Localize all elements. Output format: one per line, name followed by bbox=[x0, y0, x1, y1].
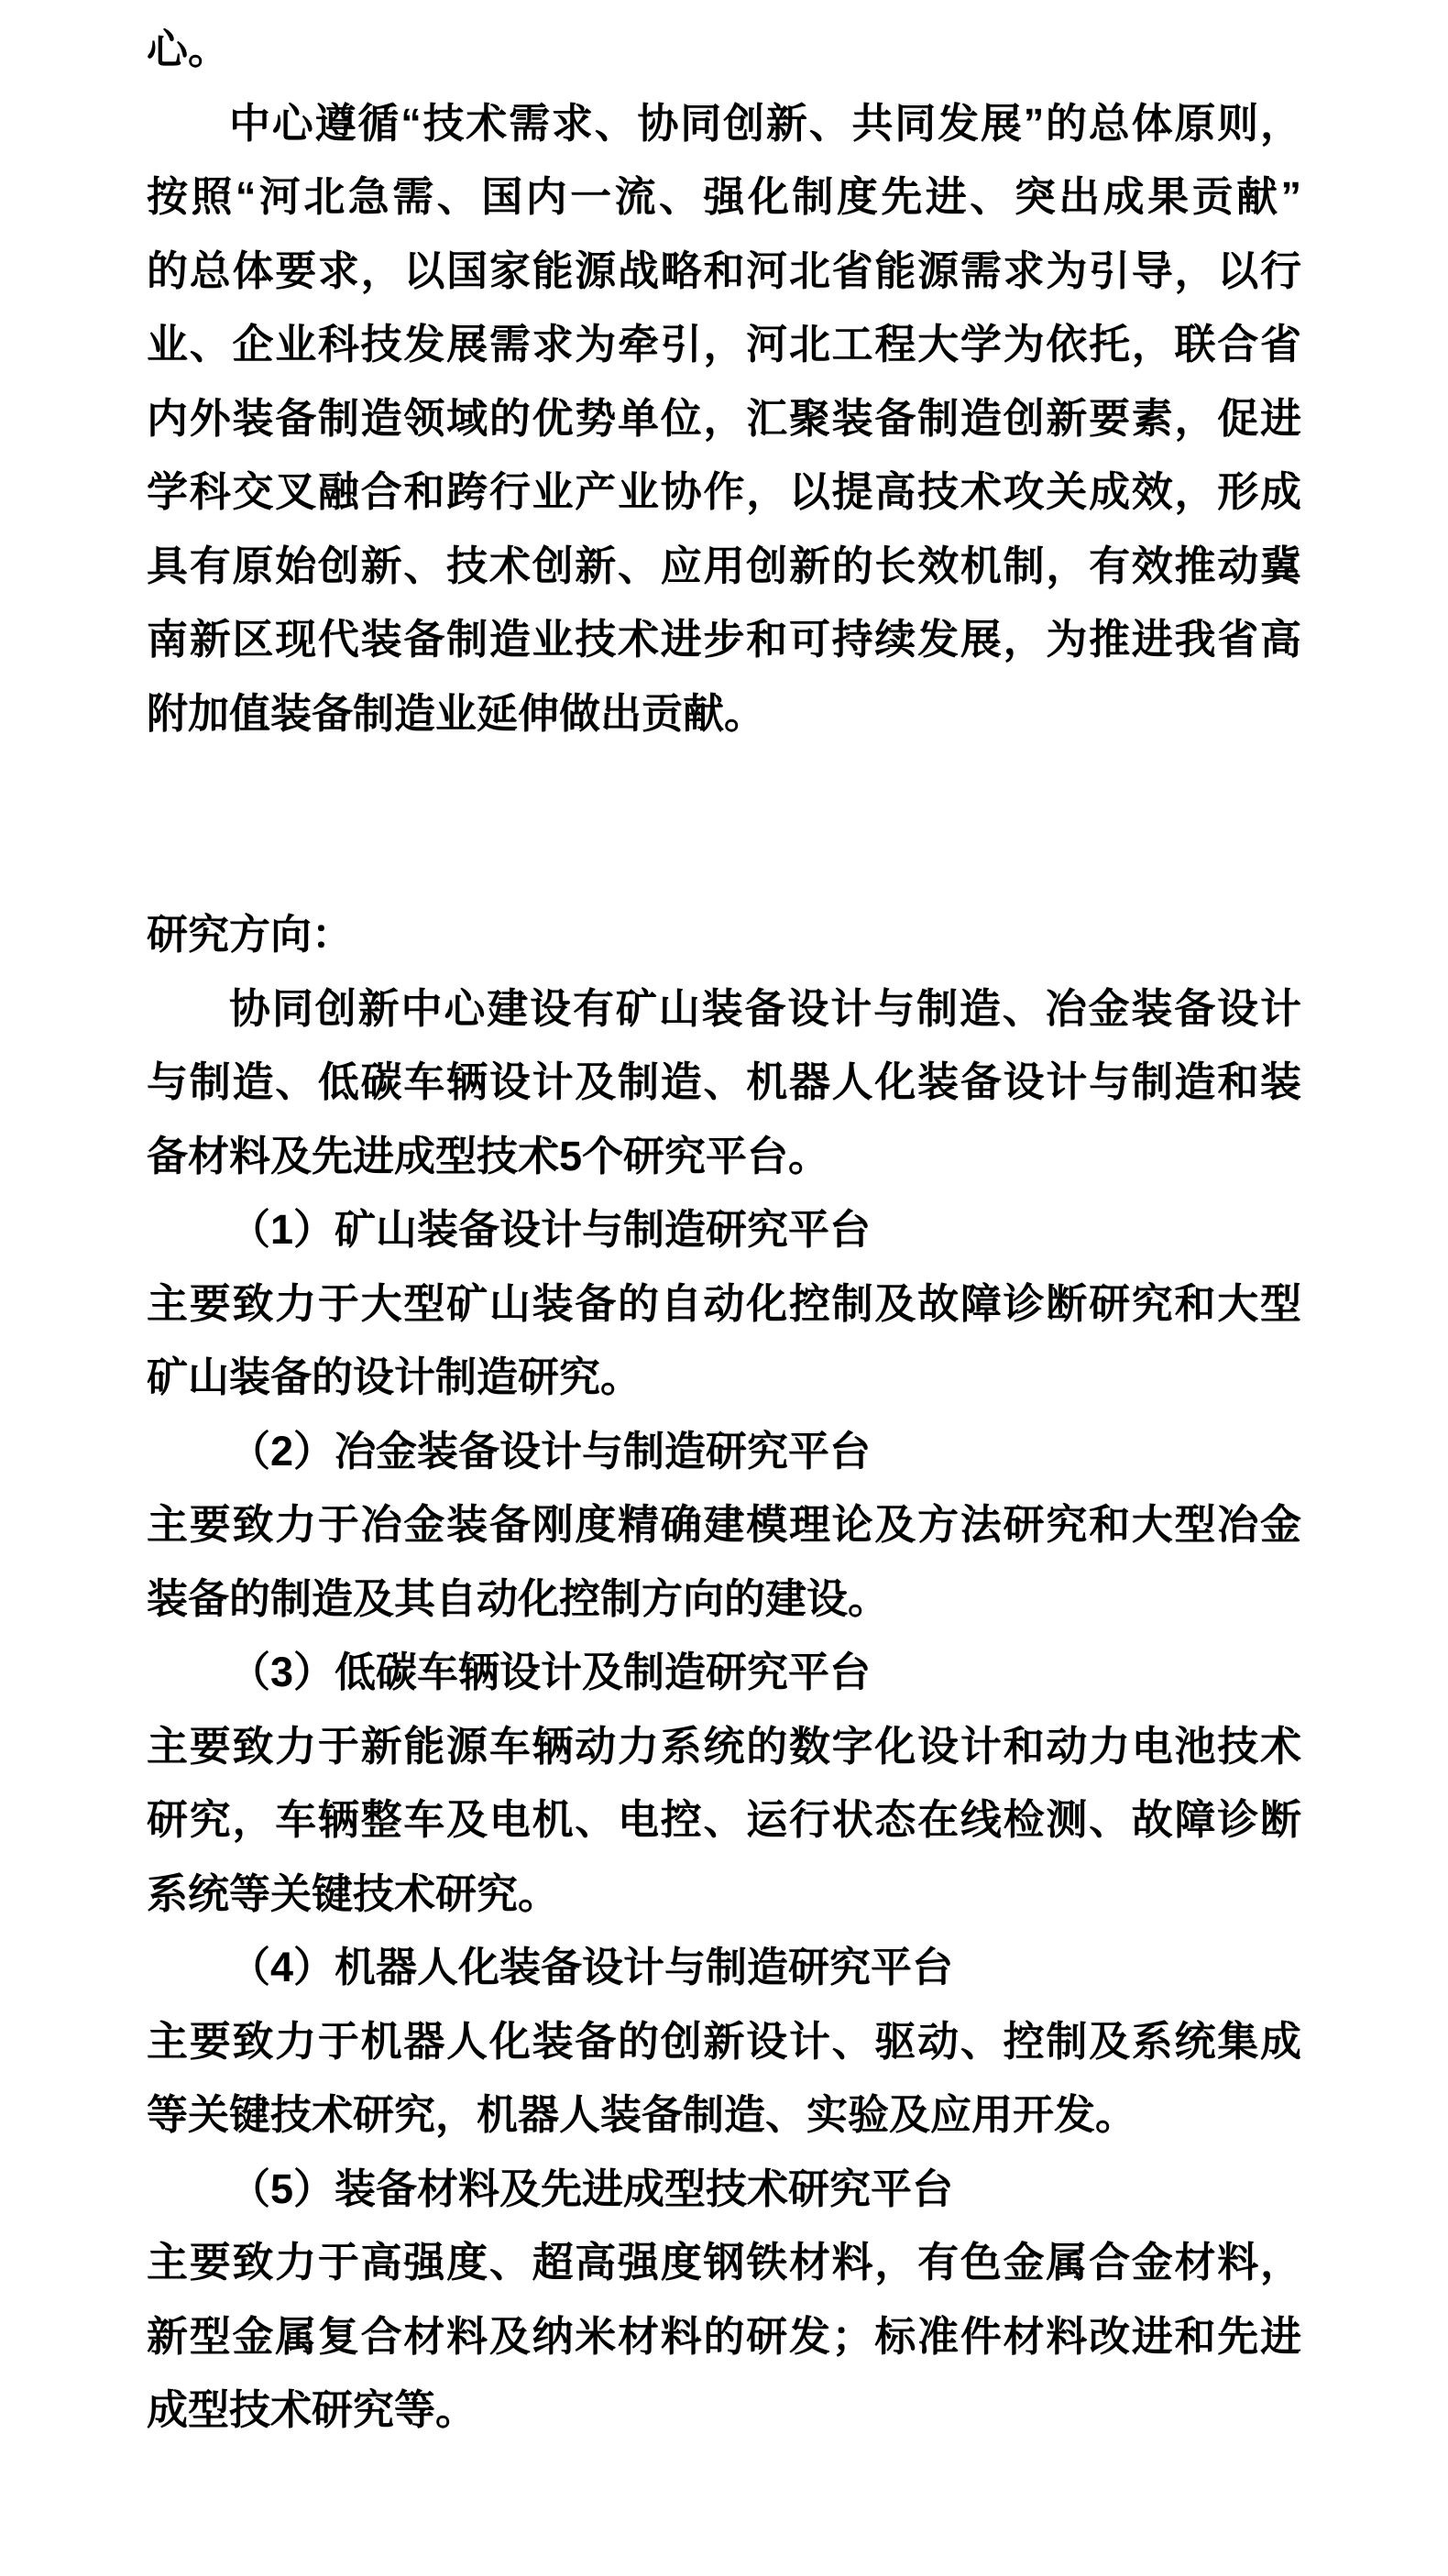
platform-5-desc-line: 成型技术研究等。 bbox=[147, 2386, 477, 2433]
overview-paragraph-line: 具有原始创新、技术创新、应用创新的长效机制，有效推动冀 bbox=[147, 542, 1301, 589]
platform-2-desc-line: 主要致力于冶金装备刚度精确建模理论及方法研究和大型冶金 bbox=[147, 1501, 1301, 1548]
platform-3-desc-line: 主要致力于新能源车辆动力系统的数字化设计和动力电池技术 bbox=[147, 1722, 1301, 1770]
platform-4-desc-line: 等关键技术研究，机器人装备制造、实验及应用开发。 bbox=[147, 2091, 1137, 2138]
overview-paragraph-line: 附加值装备制造业延伸做出贡献。 bbox=[147, 689, 766, 737]
platform-1-heading: （1）矿山装备设计与制造研究平台 bbox=[229, 1206, 872, 1253]
paragraph-spacer bbox=[147, 751, 1301, 898]
platform-3-desc-line: 系统等关键技术研究。 bbox=[147, 1869, 560, 1917]
platforms-summary-line: 与制造、低碳车辆设计及制造、机器人化装备设计与制造和装 bbox=[147, 1058, 1301, 1105]
overview-paragraph-line: 中心遵循“技术需求、协同创新、共同发展”的总体原则， bbox=[229, 99, 1301, 147]
overview-paragraph-line: 南新区现代装备制造业技术进步和可持续发展，为推进我省高 bbox=[147, 616, 1301, 663]
platform-5-desc-line: 主要致力于高强度、超高强度钢铁材料，有色金属合金材料， bbox=[147, 2239, 1301, 2286]
platform-5-desc-line: 新型金属复合材料及纳米材料的研发；标准件材料改进和先进 bbox=[147, 2312, 1301, 2360]
platforms-summary-line: 备材料及先进成型技术5个研究平台。 bbox=[147, 1132, 830, 1179]
platform-3-desc-line: 研究，车辆整车及电机、电控、运行状态在线检测、故障诊断 bbox=[147, 1796, 1301, 1843]
prev-paragraph-tail-line: 心。 bbox=[147, 26, 230, 72]
overview-paragraph-line: 学科交叉融合和跨行业产业协作，以提高技术攻关成效，形成 bbox=[147, 468, 1301, 515]
platform-1-desc-line: 主要致力于大型矿山装备的自动化控制及故障诊断研究和大型 bbox=[147, 1279, 1301, 1327]
overview-paragraph-line: 业、企业科技发展需求为牵引，河北工程大学为依托，联合省 bbox=[147, 321, 1301, 367]
overview-paragraph-line: 的总体要求，以国家能源战略和河北省能源需求为引导，以行 bbox=[147, 247, 1301, 294]
platform-1-desc-line: 矿山装备的设计制造研究。 bbox=[147, 1354, 642, 1400]
research-directions-heading: 研究方向： bbox=[147, 911, 354, 958]
platform-2-desc-line: 装备的制造及其自动化控制方向的建设。 bbox=[147, 1574, 890, 1622]
overview-paragraph-line: 按照“河北急需、国内一流、强化制度先进、突出成果贡献” bbox=[147, 173, 1301, 220]
platform-2-heading: （2）冶金装备设计与制造研究平台 bbox=[229, 1427, 872, 1474]
overview-paragraph-line: 内外装备制造领域的优势单位，汇聚装备制造创新要素，促进 bbox=[147, 394, 1301, 442]
platforms-summary-line: 协同创新中心建设有矿山装备设计与制造、冶金装备设计 bbox=[229, 984, 1301, 1032]
platform-3-heading: （3）低碳车辆设计及制造研究平台 bbox=[229, 1649, 872, 1695]
platform-5-heading: （5）装备材料及先进成型技术研究平台 bbox=[229, 2165, 954, 2212]
platform-4-heading: （4）机器人化装备设计与制造研究平台 bbox=[229, 1944, 954, 1990]
platform-4-desc-line: 主要致力于机器人化装备的创新设计、驱动、控制及系统集成 bbox=[147, 2017, 1301, 2065]
